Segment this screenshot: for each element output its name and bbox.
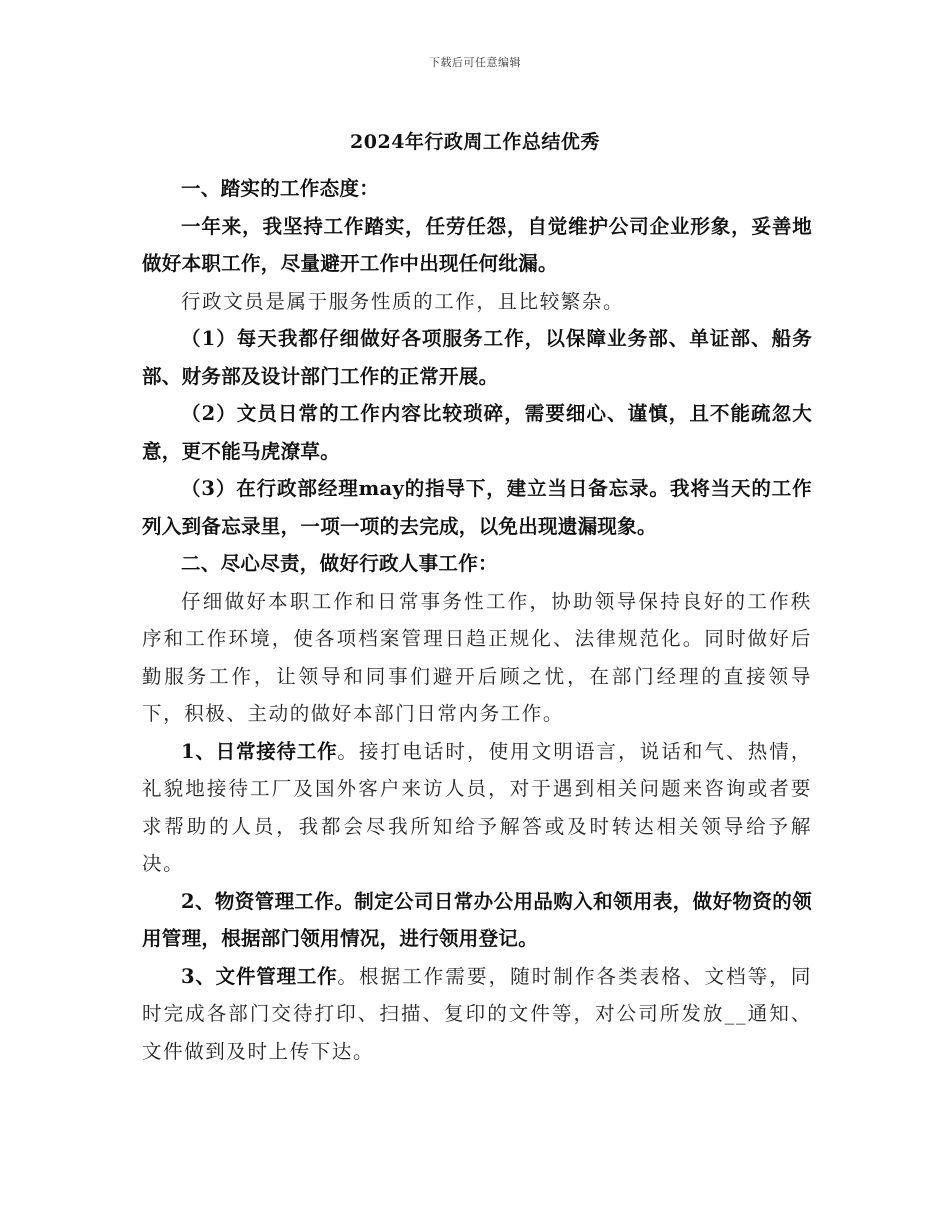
paragraph-materials: 2、物资管理工作。制定公司日常办公用品购入和领用表，做好物资的领用管理，根据部门领用情况，进行领用登记。: [142, 889, 812, 950]
reception-text: 。接打电话时，使用文明语言，说话和气、热情，礼貌地接待工厂及国外客户来访人员，对于遇到相关问题来咨询或者要求帮助的人员，我都会尽我所知给予解答或及时转达相关领导给予解决。: [142, 739, 812, 875]
paragraph-admin-duties: 仔细做好本职工作和日常事务性工作，协助领导保持良好的工作秩序和工作环境，使各项档案管理日趋正规化、法律规范化。同时做好后勤服务工作，让领导和同事们避开后顾之忧，在部门经理的直接领导下，积极、主动的做好本部门日常内务工作。: [142, 589, 812, 725]
reception-lead: 1、日常接待工作: [181, 739, 338, 763]
section-heading-1: 一、踏实的工作态度：: [181, 177, 380, 200]
paragraph-clerk-intro: 行政文员是属于服务性质的工作，且比较繁杂。: [181, 289, 625, 313]
section-heading-2: 二、尽心尽责，做好行政人事工作：: [181, 552, 498, 575]
paragraph-reception: [142, 733, 812, 883]
paragraph-item-3: （3）在行政部经理may的指导下，建立当日备忘录。我将当天的工作列入到备忘录里，一项一项的去完成，以免出现遗漏现象。: [142, 477, 812, 538]
document-body: [142, 170, 812, 1070]
paragraph-item-1: （1）每天我都仔细做好各项服务工作，以保障业务部、单证部、船务部、财务部及设计部门工作的正常开展。: [142, 327, 812, 388]
documents-lead: 3、文件管理工作: [181, 964, 338, 988]
paragraph-item-2: （2）文员日常的工作内容比较琐碎，需要细心、谨慎，且不能疏忽大意，更不能马虎潦草。: [142, 402, 812, 463]
page-header-note: 下载后可任意编辑: [429, 56, 521, 69]
paragraph-documents: [142, 958, 812, 1071]
paragraph-attitude: 一年来，我坚持工作踏实，任劳任怨，自觉维护公司企业形象，妥善地做好本职工作，尽量避开工作中出现任何纰漏。: [142, 214, 812, 275]
document-title: 2024年行政周工作总结优秀: [350, 131, 600, 153]
documents-text: 。根据工作需要，随时制作各类表格、文档等，同时完成各部门交待打印、扫描、复印的文件等，对公司所发放__通知、文件做到及时上传下达。: [142, 964, 812, 1063]
